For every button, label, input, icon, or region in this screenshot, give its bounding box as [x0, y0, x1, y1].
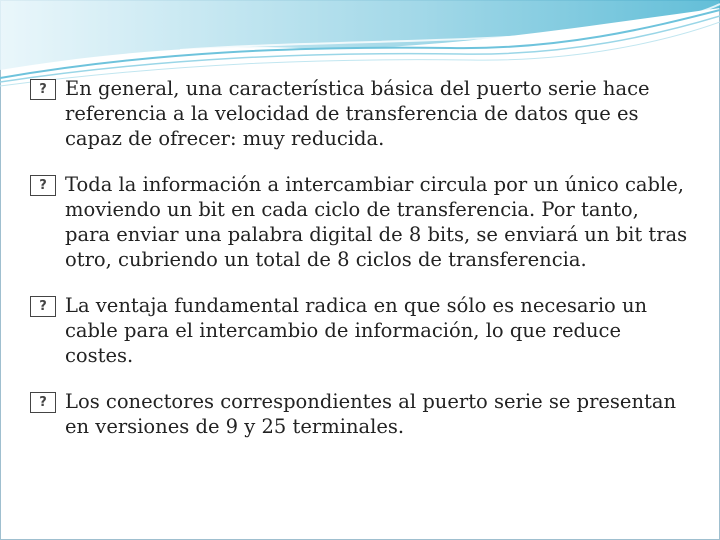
bullet-item: [30, 172, 690, 272]
bullet-text: Toda la información a intercambiar circula por un único cable, moviendo un bit en cada ciclo de transferencia. Por tanto, para enviar una palabra digital de 8 bits, se enviará un bit tras otro, cubriendo un total de 8 ciclos de transferencia.: [65, 173, 688, 271]
bullet-item: [30, 293, 690, 368]
bullet-text: La ventaja fundamental radica en que sólo es necesario un cable para el intercambio de información, lo que reduce costes.: [65, 294, 648, 367]
bullet-item: [30, 389, 690, 439]
bullet-text: Los conectores correspondientes al puerto serie se presentan en versiones de 9 y 25 terminales.: [65, 390, 677, 438]
missing-glyph-icon: [30, 296, 56, 317]
missing-glyph-icon: [30, 392, 56, 413]
bullet-item: [30, 76, 690, 151]
missing-glyph-icon: [30, 175, 56, 196]
bullet-text: En general, una característica básica del puerto serie hace referencia a la velocidad de transferencia de datos que es capaz de ofrecer: muy reducida.: [65, 77, 650, 150]
slide-content: [30, 76, 690, 460]
missing-glyph-icon: [30, 79, 56, 100]
